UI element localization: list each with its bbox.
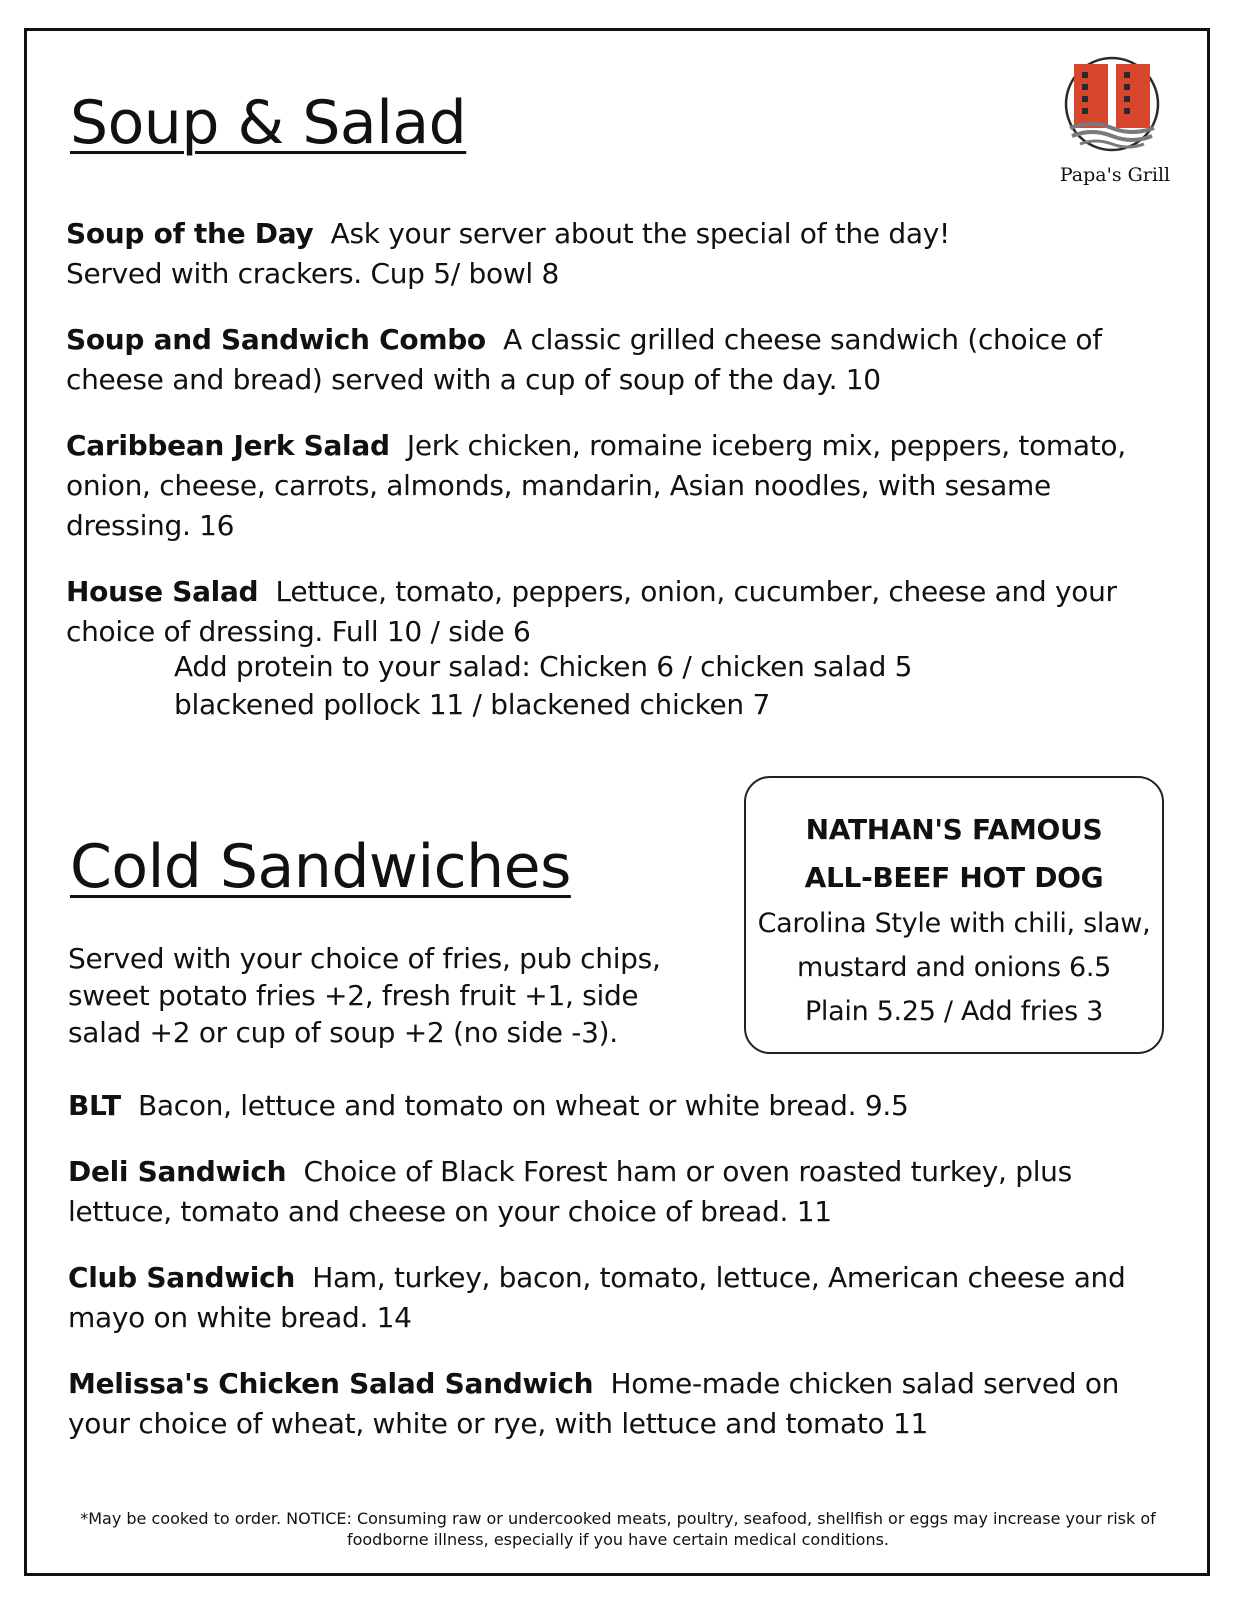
item-desc: Ask your server about the special of the day!	[330, 217, 950, 250]
cold-sandwiches-heading: Cold Sandwiches	[70, 832, 571, 902]
item-desc-line2: onion, cheese, carrots, almonds, mandarin, Asian noodles, with sesame	[66, 469, 1051, 502]
soup-salad-heading: Soup & Salad	[70, 88, 467, 158]
item-name: Melissa's Chicken Salad Sandwich	[68, 1367, 594, 1400]
item-desc: Ham, turkey, bacon, tomato, lettuce, American cheese and	[312, 1261, 1126, 1294]
addon-line: blackened pollock 11 / blackened chicken 7	[174, 688, 770, 721]
food-safety-notice	[60, 1508, 1176, 1550]
item-desc: Choice of Black Forest ham or oven roasted turkey, plus	[303, 1155, 1072, 1188]
addon-line: Add protein to your salad: Chicken 6 / chicken salad 5	[174, 650, 913, 683]
hotdog-desc-line: mustard and onions 6.5	[796, 952, 1112, 983]
list-item	[66, 426, 1166, 546]
hotdog-price-line: Plain 5.25 / Add fries 3	[804, 996, 1104, 1027]
item-desc-line2: cheese and bread) served with a cup of soup of the day. 10	[66, 363, 881, 396]
item-desc-line2: your choice of wheat, white or rye, with lettuce and tomato 11	[68, 1407, 929, 1440]
item-desc-line2: choice of dressing. Full 10 / side 6	[66, 615, 531, 648]
list-item	[66, 572, 1166, 652]
item-desc: Jerk chicken, romaine iceberg mix, peppers, tomato,	[406, 429, 1126, 462]
item-name: Club Sandwich	[68, 1261, 296, 1294]
item-name: Deli Sandwich	[68, 1155, 287, 1188]
list-item	[68, 1086, 1168, 1126]
intro-line: sweet potato fries +2, fresh fruit +1, side	[68, 979, 639, 1012]
item-desc-line2: mayo on white bread. 14	[68, 1301, 412, 1334]
notice-line: *May be cooked to order. NOTICE: Consuming raw or undercooked meats, poultry, seafood, shellfish or eggs may increase your risk of	[80, 1509, 1156, 1528]
cold-sandwiches-intro	[68, 940, 708, 1051]
logo-name: Papa's Grill	[1059, 164, 1171, 186]
intro-line: salad +2 or cup of soup +2 (no side -3).	[68, 1016, 618, 1049]
list-item	[66, 214, 1166, 294]
protein-addon	[174, 648, 1166, 724]
item-desc: Home-made chicken salad served on	[610, 1367, 1120, 1400]
item-name: House Salad	[66, 575, 259, 608]
hotdog-title-line: ALL-BEEF HOT DOG	[804, 861, 1104, 894]
item-desc: Bacon, lettuce and tomato on wheat or white bread. 9.5	[137, 1089, 909, 1122]
item-desc-line3: dressing. 16	[66, 509, 235, 542]
cold-sandwiches-list	[68, 1086, 1168, 1444]
item-desc: Lettuce, tomato, peppers, onion, cucumber, cheese and your	[275, 575, 1117, 608]
list-item	[68, 1258, 1168, 1338]
item-desc-line2: lettuce, tomato and cheese on your choice of bread. 11	[68, 1195, 832, 1228]
building-logo-icon	[1062, 54, 1162, 154]
item-name: Soup of the Day	[66, 217, 314, 250]
hotdog-callout-box	[744, 776, 1164, 1054]
item-name: Soup and Sandwich Combo	[66, 323, 486, 356]
item-name: BLT	[68, 1089, 121, 1122]
notice-line: foodborne illness, especially if you have certain medical conditions.	[346, 1530, 890, 1549]
list-item	[66, 320, 1166, 400]
list-item	[68, 1152, 1168, 1232]
item-desc-line2: Served with crackers. Cup 5/ bowl 8	[66, 257, 560, 290]
hotdog-desc-line: Carolina Style with chili, slaw,	[757, 908, 1151, 939]
hotdog-title-line: NATHAN'S FAMOUS	[805, 813, 1103, 846]
intro-line: Served with your choice of fries, pub chips,	[68, 942, 661, 975]
hotdog-title	[746, 806, 1162, 902]
item-desc: A classic grilled cheese sandwich (choice of	[503, 323, 1102, 356]
list-item	[68, 1364, 1168, 1444]
item-name: Caribbean Jerk Salad	[66, 429, 390, 462]
soup-salad-list	[66, 214, 1166, 724]
papas-grill-logo	[1062, 54, 1162, 154]
